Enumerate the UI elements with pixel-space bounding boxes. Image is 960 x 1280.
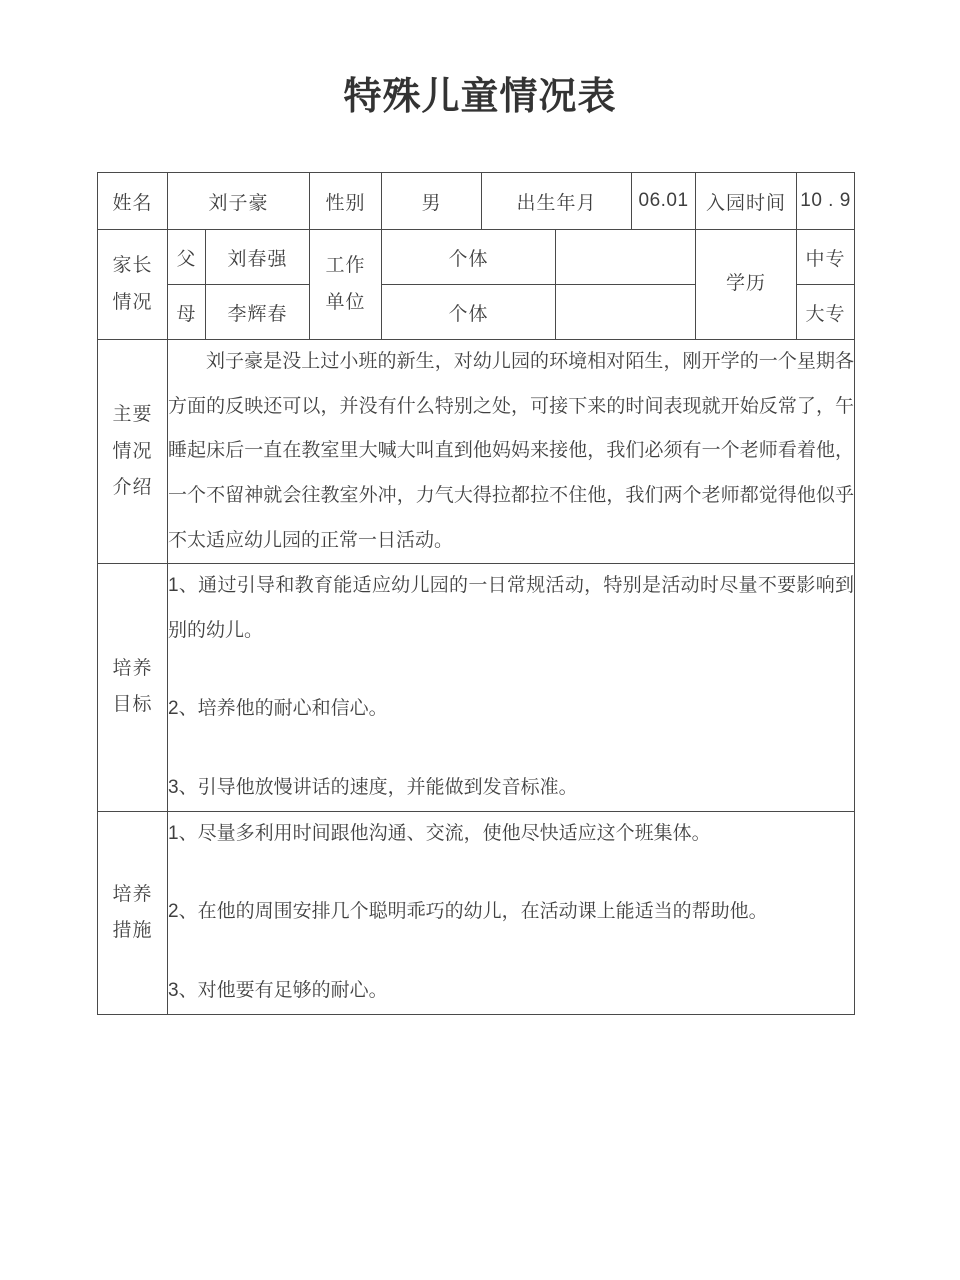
situation-label-line3: 介绍 [112, 476, 153, 498]
measures-label-line2: 措施 [112, 919, 153, 941]
cell-enroll-label: 入园时间 [696, 173, 797, 230]
cell-father-name[interactable]: 刘春强 [206, 230, 310, 285]
cell-workplace-label [310, 230, 382, 340]
cell-name-label: 姓名 [98, 173, 168, 230]
table-row-goals [98, 564, 855, 812]
cell-education-label: 学历 [696, 230, 797, 340]
cell-goals-label [98, 564, 168, 812]
measures-label-line1: 培养 [112, 883, 153, 905]
situation-label-line1: 主要 [112, 404, 153, 426]
workplace-label-line1: 工作 [325, 255, 366, 277]
cell-measures-text[interactable] [168, 811, 855, 1014]
cell-birth-label: 出生年月 [482, 173, 632, 230]
cell-father-workplace[interactable]: 个体 [382, 230, 556, 285]
goals-label-line1: 培养 [112, 658, 153, 680]
goal-item: 1、通过引导和教育能适应幼儿园的一日常规活动，特别是活动时尽量不要影响到别的幼儿。 [168, 575, 855, 641]
cell-mother-role: 母 [168, 285, 206, 340]
cell-father-extra[interactable] [556, 230, 696, 285]
cell-father-education[interactable]: 中专 [797, 230, 855, 285]
page-title: 特殊儿童情况表 [343, 76, 617, 118]
cell-gender-value[interactable]: 男 [382, 173, 482, 230]
workplace-label-line2: 单位 [325, 291, 366, 313]
table-row-father [98, 230, 855, 285]
cell-mother-extra[interactable] [556, 285, 696, 340]
measure-item: 3、对他要有足够的耐心。 [168, 980, 388, 1002]
goals-label-line2: 目标 [112, 694, 153, 716]
cell-father-role: 父 [168, 230, 206, 285]
cell-situation-text[interactable] [168, 340, 855, 564]
situation-label-line2: 情况 [112, 440, 153, 462]
parents-label-line1: 家长 [112, 255, 153, 277]
cell-enroll-value[interactable]: 10 . 9 [797, 173, 855, 230]
cell-name-value[interactable]: 刘子豪 [168, 173, 310, 230]
cell-mother-workplace[interactable]: 个体 [382, 285, 556, 340]
cell-measures-label [98, 811, 168, 1014]
cell-gender-label: 性别 [310, 173, 382, 230]
measure-item: 2、在他的周围安排几个聪明乖巧的幼儿，在活动课上能适当的帮助他。 [168, 901, 768, 923]
measure-item: 1、尽量多利用时间跟他沟通、交流，使他尽快适应这个班集体。 [168, 822, 711, 844]
cell-birth-value[interactable]: 06.01 [632, 173, 696, 230]
table-row-basic-info [98, 173, 855, 230]
table-row-situation [98, 340, 855, 564]
special-child-form-table [97, 172, 855, 1015]
parents-label-line2: 情况 [112, 291, 153, 313]
cell-mother-name[interactable]: 李辉春 [206, 285, 310, 340]
cell-mother-education[interactable]: 大专 [797, 285, 855, 340]
situation-paragraph: 刘子豪是没上过小班的新生，对幼儿园的环境相对陌生，刚开学的一个星期各方面的反映还可以，并没有什么特别之处，可接下来的时间表现就开始反常了，午睡起床后一直在教室里大喊大叫直到他妈妈来接他，我们必须有一个老师看着他，一个不留神就会往教室外冲，力气大得拉都拉不住他，我们两个老师都觉得他似乎不太适应幼儿园的正常一日活动。 [168, 351, 855, 551]
cell-situation-label [98, 340, 168, 564]
goal-item: 3、引导他放慢讲话的速度，并能做到发音标准。 [168, 777, 578, 799]
table-row-measures [98, 811, 855, 1014]
cell-goals-text[interactable] [168, 564, 855, 812]
goal-item: 2、培养他的耐心和信心。 [168, 698, 388, 720]
cell-parents-label [98, 230, 168, 340]
